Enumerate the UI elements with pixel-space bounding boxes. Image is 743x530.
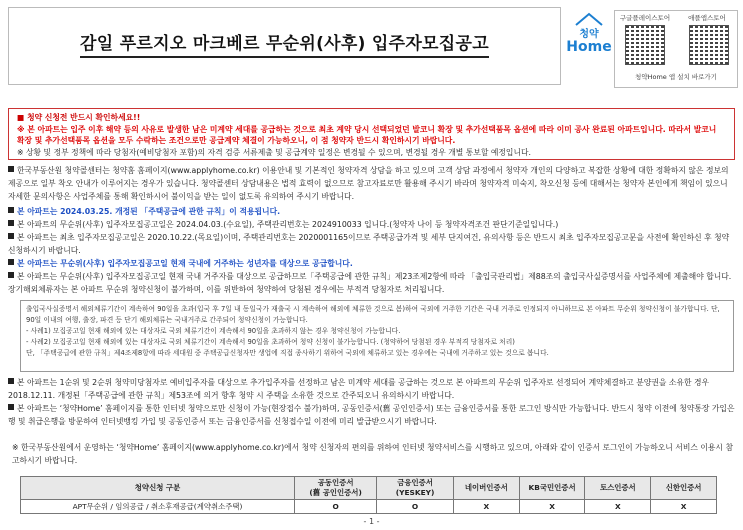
certificate-table [20, 476, 717, 514]
subbox-line2: - 사례1) 모집공고일 현재 해외에 있는 대상자로 국외 체류기간이 계속해서 90일을 초과하지 않는 경우 청약신청이 가능합니다. [26, 327, 401, 335]
table-cell: APT무순위 / 임의공급 / 취소후재공급(계약취소주택) [21, 500, 295, 514]
applyhome-logo [566, 12, 612, 72]
para-original-announce [8, 231, 735, 257]
col-header: 토스인증서 [585, 477, 651, 500]
col-header: KB국민인증서 [519, 477, 585, 500]
para-internet-apply-text: 본 아파트는 ‘청약Home’ 홈페이지를 통한 인터넷 청약으로만 신청이 가능(현장접수 불가)하며, 공동인증서(舊 공인인증서) 또는 금융인증서를 통한 로그인 방식만 가능합니다. 반드시 청약 이전에 청약통장 가입은행 및 취급은행을 방문하여 인터넷뱅킹 가입 및 공동인증서 또는 금융인증서를 신청접수일 이전에 미리 발급받으시기 바랍니다. [8, 404, 735, 426]
bullet-icon [8, 207, 14, 213]
para-house-ownership [8, 376, 735, 402]
qr-caption: 청약Home 앱 설치 바로가기 [635, 73, 717, 82]
title-box [8, 7, 561, 85]
para-announce-date [8, 218, 735, 231]
subbox-line4: 단, 「주택공급에 관한 규칙」제4조제8항에 따라 세대원 중 주택공급신청자만 생업에 직접 종사하기 위하여 국외에 체류하고 있는 경우에는 국내에 거주하고 있는 것으로 봅니다. [26, 349, 549, 357]
table-cell: X [585, 500, 651, 514]
para-resident [8, 257, 735, 270]
para-callcenter [8, 164, 735, 203]
para-cert-login-text: ※ 한국부동산원에서 운영하는 ‘청약Home’ 홈페이지(www.applyhome.co.kr)에서 청약 신청자의 편의를 위하여 인터넷 청약서비스를 시행하고 있으며, 아래와 같이 인증서 로그인이 가능하오니 서비스 이용시 참고하시기 바랍니다. [12, 443, 733, 465]
notice-box [8, 108, 735, 160]
qr-panel [614, 10, 738, 88]
notice-head: ■ 청약 신청전 반드시 확인하세요!! [17, 113, 141, 122]
overseas-stay-box [20, 300, 734, 372]
col-header: 금융인증서 (YESKEY) [377, 477, 454, 500]
house-icon [566, 12, 612, 26]
col-header: 청약신청 구분 [21, 477, 295, 500]
subbox-line3: - 사례2) 모집공고일 현재 해외에 있는 대상자로 국외 체류기간이 계속해서 90일을 초과하여 청약 신청이 불가능합니다. (청약하여 당첨된 경우 부적격 당첨자로 처리) [26, 338, 515, 346]
google-play-qr-icon[interactable] [625, 25, 665, 65]
bullet-icon [8, 272, 14, 278]
bullet-icon [8, 404, 14, 410]
page-number: - 1 - [363, 517, 380, 526]
bullet-icon [8, 166, 14, 172]
para-announce-date-text: 본 아파트의 무순위(사후) 입주자모집공고일은 2024.04.03.(수요일), 주택관리번호는 2024910033 입니다.(청약자 나이 등 청약자격조건 판단기준일입니다.) [17, 220, 559, 229]
table-cell: O [377, 500, 454, 514]
page-title-text: 감일 푸르지오 마크베르 무순위(사후) 입주자모집공고 [80, 34, 489, 58]
qr-label-apple: 애플앱스토어 [688, 14, 726, 22]
subbox-line1: 출입국사실증명서 해외체류기간이 계속하여 90일을 초과(입국 후 7일 내 동일국가 재출국 시 계속하여 해외에 체류한 것으로 봄)하여 국외에 거주한 기간은 국내 거주로 인정되지 아니하므로 본 아파트 무순위 청약신청이 불가합니다. 단, 90일 이내의 여행, 출장, 파견 등 단기 해외체류는 국내거주로 간주되어 청약신청이 가능합니다. [26, 305, 720, 324]
para-callcenter-text: 한국부동산원 청약콜센터는 청약홈 홈페이지(www.applyhome.co.kr) 이용안내 및 기본적인 청약자격 상담을 하고 있으며 고객 상담 과정에서 청약자 개인의 다양하고 복잡한 상황에 대한 정확하지 않은 정보의 제공으로 일부 착오 안내가 이루어지는 경우가 있습니다. 청약콜센터 상담내용은 법적 효력이 없으므로 참고자료로만 활용해 주시기 바라며 청약자격 미숙지, 착오신청 등에 대해서는 청약자 본인에게 책임이 있으니 자세한 문의사항은 사업주체를 통해 확인하시어 불이익을 받는 일이 없도록 유의하여 주시기 바랍니다. [8, 166, 729, 201]
bullet-icon [8, 233, 14, 239]
qr-label-google: 구글플레이스토어 [619, 14, 671, 22]
table-cell: X [519, 500, 585, 514]
app-store-qr-icon[interactable] [689, 25, 729, 65]
bullet-icon [8, 220, 14, 226]
col-header: 네이버인증서 [453, 477, 519, 500]
para-domestic-text: 본 아파트는 무순위(사후) 입주자모집공고일 현재 국내 거주자를 대상으로 공급하므로「주택공급에 관한 규칙」제23조제2항에 따라 「출입국관리법」제88조의 출입국사실증명서를 사업주체에 제출해야 합니다. 장기해외체류자는 본 아파트 무순위 청약신청이 불가하며, 이를 위반하여 청약하여 당첨된 경우에는 부적격 당첨자로 처리됩니다. [8, 272, 732, 294]
notice-line1: ※ 본 아파트는 입주 이후 해약 등의 사유로 발생한 남은 미계약 세대를 공급하는 것으로 최초 계약 당시 선택되었던 발코니 확장 및 추가선택품목 옵션에 따라 이미 공사 완료된 아파트입니다. 따라서 발코니 확장 및 추가선택품목 옵션을 모두 수락하는 조건으로만 공급계약 체결이 가능하오니, 이 점 청약자 반드시 확인하시기 바랍니다. [17, 124, 717, 146]
notice-line2: ※ 상황 및 정부 정책에 따라 당첨자(예비당첨자 포함)의 자격 검증 서류제출 및 공급계약 일정은 변경될 수 있으며, 변경될 경우 개별 통보할 예정입니다. [17, 148, 531, 158]
bullet-icon [8, 259, 14, 265]
para-resident-text: 본 아파트는 무순위(사후) 입주자모집공고일 현재 국내에 거주하는 성년자를 대상으로 공급합니다. [17, 259, 353, 268]
para-domestic [8, 270, 735, 296]
para-rule [8, 205, 735, 218]
table-cell: X [651, 500, 717, 514]
para-rule-text: 본 아파트는 2024.03.25. 개정된 「주택공급에 관한 규칙」이 적용됩니다. [17, 207, 281, 216]
page-title [9, 32, 560, 58]
bullet-icon [8, 378, 14, 384]
para-house-ownership-text: 본 아파트는 1순위 및 2순위 청약미당첨자로 예비입주자를 대상으로 추가입주자를 선정하고 남은 미계약 세대를 공급하는 것으로 본 아파트의 무순위 입주자로 선정되어 계약체결하고 분양권을 소유한 경우 2018.12.11. 개정된「주택공급에 관한 규칙」제53조에 의거 향후 청약 시 주택을 소유한 것으로 간주되오니 유의하시기 바랍니다. [8, 378, 710, 400]
para-cert-login [12, 441, 735, 467]
col-header: 신한인증서 [651, 477, 717, 500]
table-cell: X [453, 500, 519, 514]
table-row [21, 500, 717, 514]
col-header: 공동인증서 (舊 공인인증서) [295, 477, 377, 500]
header [0, 0, 743, 96]
table-header-row [21, 477, 717, 500]
logo-bottom-text: Home [566, 39, 612, 56]
para-original-announce-text: 본 아파트는 최초 입주자모집공고일은 2020.10.22.(목요일)이며, 주택관리번호는 2020001165이므로 주택공급가격 및 세부 단지여건, 유의사항 등은 반드시 최초 입주자모집공고문을 사전에 확인하신 후 청약신청하시기 바랍니다. [8, 233, 730, 255]
table-cell: O [295, 500, 377, 514]
para-internet-apply [8, 402, 735, 428]
logo-top-text: 청약 [579, 29, 599, 41]
